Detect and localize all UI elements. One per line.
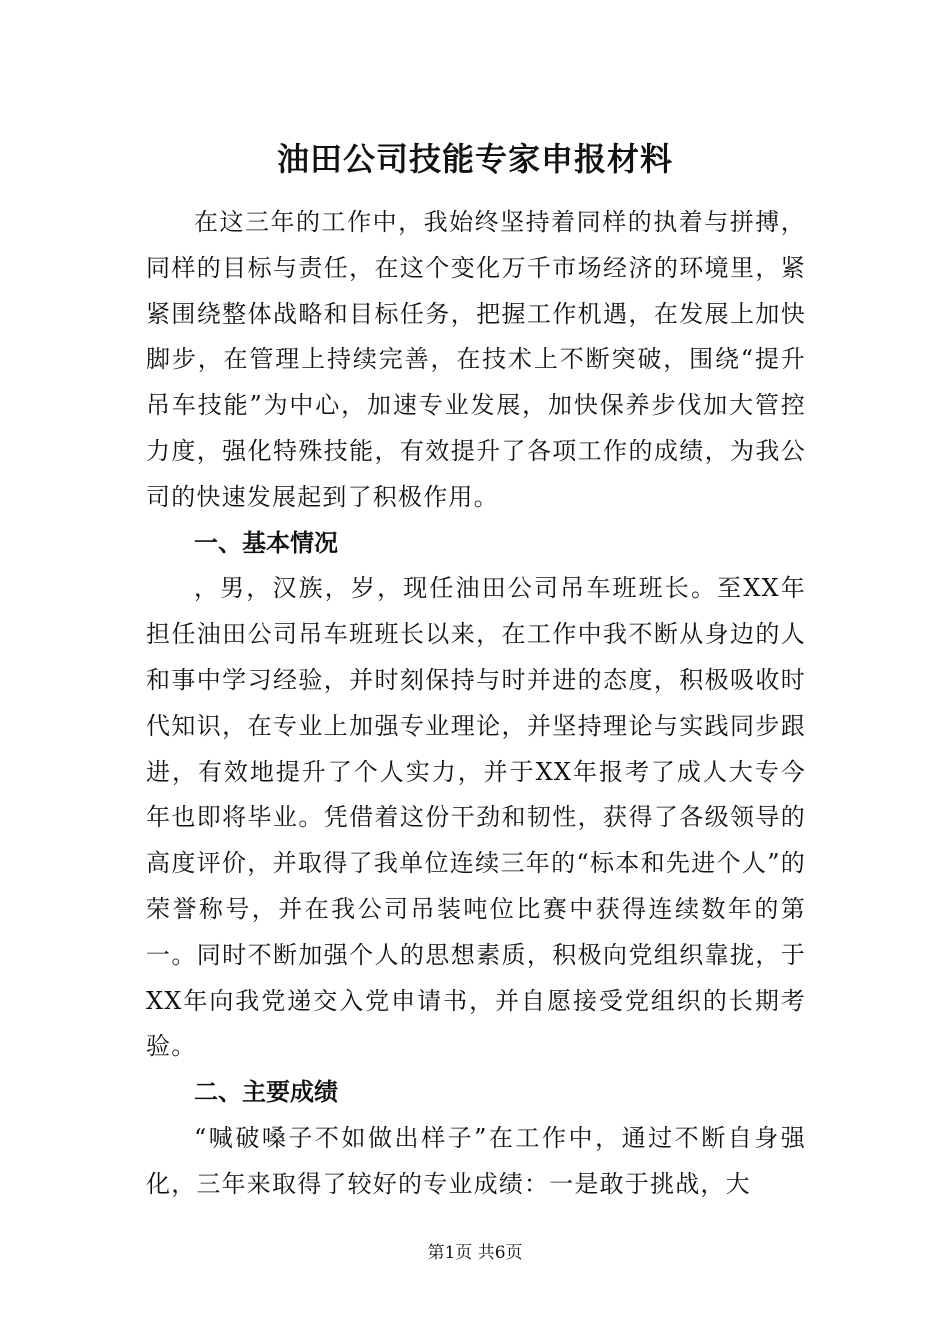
section-heading-achievements: 二、主要成绩 (194, 1078, 338, 1107)
document-body (146, 200, 806, 1208)
achievements-paragraph: “喊破嗓子不如做出样子”在工作中，通过不断自身强化，三年来取得了较好的专业成绩：一是敢于挑战，大 (146, 1123, 806, 1198)
page-number-footer: 第1页 共6页 (427, 1243, 523, 1263)
basic-info-paragraph: ，男，汉族，岁，现任油田公司吊车班班长。至XX年担任油田公司吊车班班长以来，在工作中我不断从身边的人和事中学习经验，并时刻保持与时并进的态度，积极吸收时代知识，在专业上加强专业理论，并坚持理论与实践同步跟进，有效地提升了个人实力，并于XX年报考了成人大专今年也即将毕业。凭借着这份干劲和韧性，获得了各级领导的高度评价，并取得了我单位连续三年的“标本和先进个人”的荣誉称号，并在我公司吊装吨位比赛中获得连续数年的第一。同时不断加强个人的思想素质，积极向党组织靠拢，于XX年向我党递交入党申请书，并自愿接受党组织的长期考验。 (146, 574, 806, 1061)
section-heading-basic-info: 一、基本情况 (194, 528, 338, 557)
intro-paragraph: 在这三年的工作中，我始终坚持着同样的执着与拼搏，同样的目标与责任，在这个变化万千市场经济的环境里，紧紧围绕整体战略和目标任务，把握工作机遇，在发展上加快脚步，在管理上持续完善，在技术上不断突破，围绕“提升吊车技能”为中心，加速专业发展，加快保养步伐加大管控力度，强化特殊技能，有效提升了各项工作的成绩，为我公司的快速发展起到了积极作用。 (146, 208, 806, 511)
page-title: 油田公司技能专家申报材料 (276, 140, 673, 178)
